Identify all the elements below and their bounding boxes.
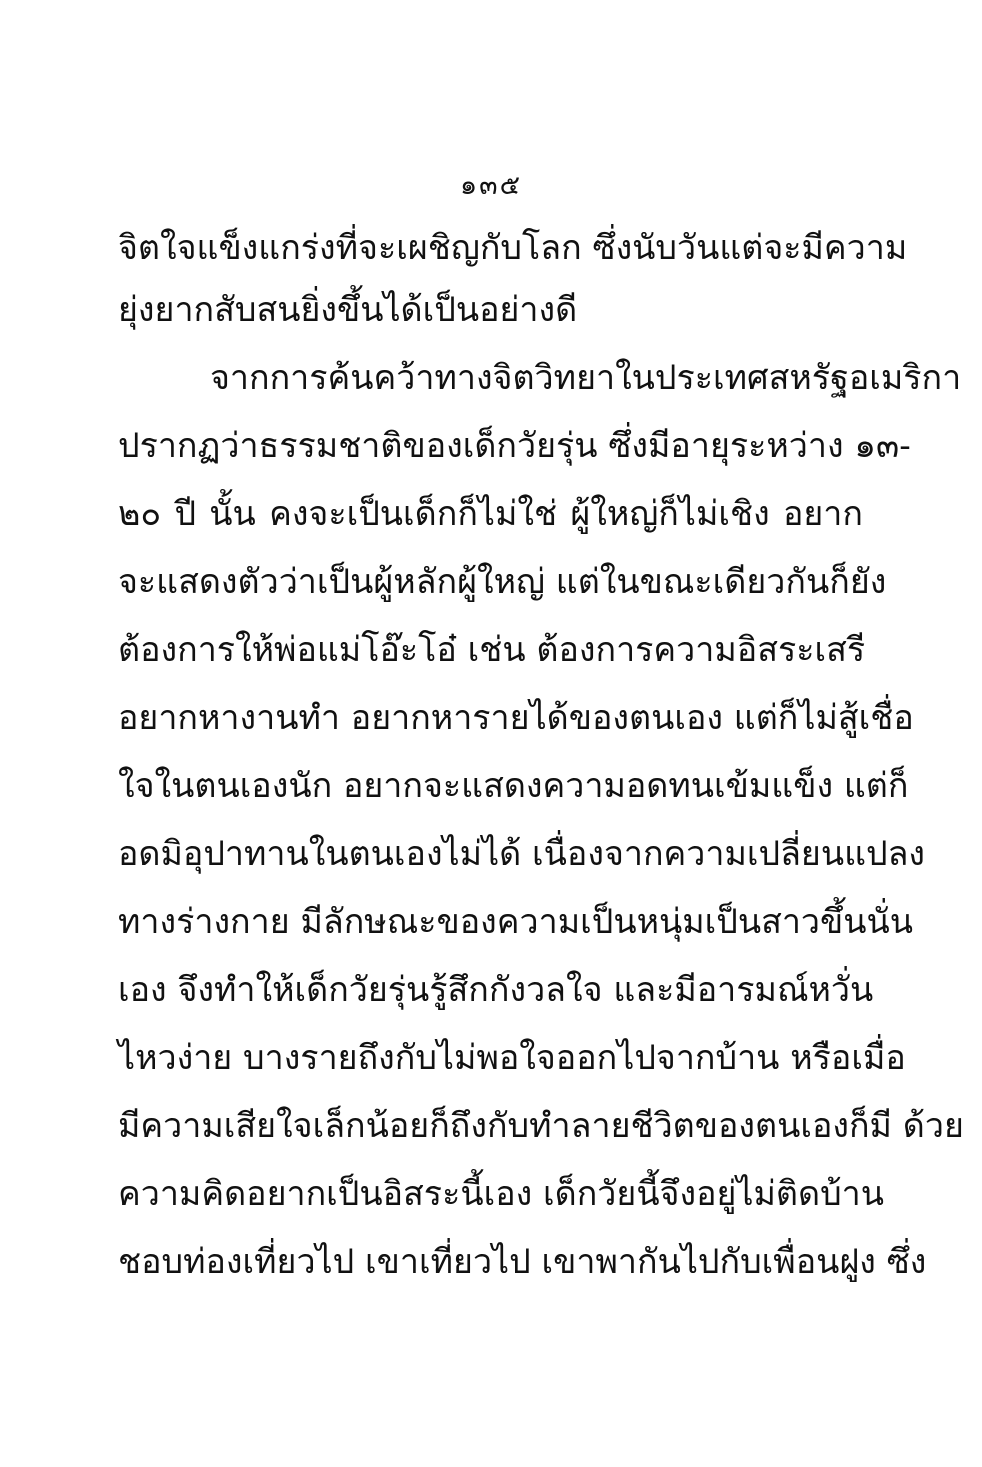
text-line: ใจในตนเองนัก อยากจะแสดงความอดทนเข้มแข็ง แต่ก็ [118,766,909,806]
page-number: ๑๓๕ [459,170,523,201]
text-line-paragraph-start: จากการค้นคว้าทางจิตวิทยาในประเทศสหรัฐอเมริกา [210,358,962,398]
body-text [118,220,964,1296]
text-line: ปรากฏว่าธรรมชาติของเด็กวัยรุ่น ซึ่งมีอายุระหว่าง ๑๓- [118,426,911,466]
text-line: ชอบท่องเที่ยวไป เขาเที่ยวไป เขาพากันไปกับเพื่อนฝูง ซึ่ง [118,1242,927,1282]
text-line: จิตใจแข็งแกร่งที่จะเผชิญกับโลก ซึ่งนับวันแต่จะมีความ [118,228,908,268]
text-line: ๒๐ ปี นั้น คงจะเป็นเด็กก็ไม่ใช่ ผู้ใหญ่ก็ไม่เชิง อยาก [118,494,863,534]
text-line: ไหวง่าย บางรายถึงกับไม่พอใจออกไปจากบ้าน หรือเมื่อ [118,1038,906,1078]
text-line: เอง จึงทำให้เด็กวัยรุ่นรู้สึกกังวลใจ และมีอารมณ์หวั่น [118,970,874,1010]
text-line: ยุ่งยากสับสนยิ่งขึ้นได้เป็นอย่างดี [118,290,578,330]
text-line: อดมิอุปาทานในตนเองไม่ได้ เนื่องจากความเปลี่ยนแปลง [118,834,926,874]
text-line: จะแสดงตัวว่าเป็นผู้หลักผู้ใหญ่ แต่ในขณะเดียวกันก็ยัง [118,562,887,602]
text-line: มีความเสียใจเล็กน้อยก็ถึงกับทำลายชีวิตของตนเองก็มี ด้วย [118,1106,964,1146]
text-line: ความคิดอยากเป็นอิสระนี้เอง เด็กวัยนี้จึงอยู่ไม่ติดบ้าน [118,1174,885,1214]
text-line: อยากหางานทำ อยากหารายได้ของตนเอง แต่ก็ไม่สู้เชื่อ [118,698,914,738]
text-line: ต้องการให้พ่อแม่โอ๊ะโอ๋ เช่น ต้องการความอิสระเสรี [118,630,866,670]
text-line: ทางร่างกาย มีลักษณะของความเป็นหนุ่มเป็นสาวขึ้นนั่น [118,902,913,942]
